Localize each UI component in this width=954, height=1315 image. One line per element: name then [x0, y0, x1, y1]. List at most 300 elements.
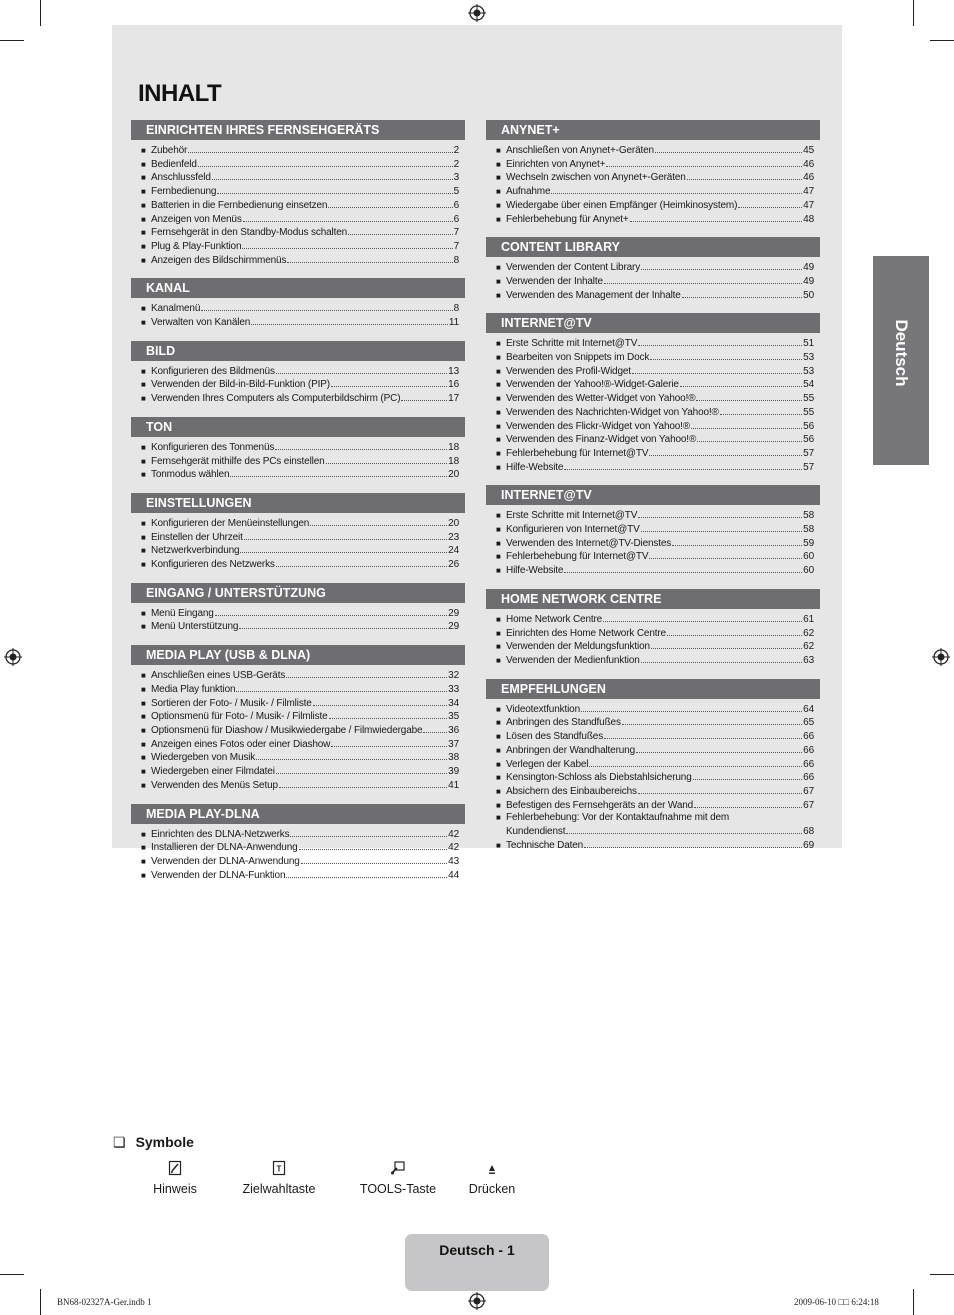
toc-item: [496, 654, 814, 668]
item-title: Wiedergeben einer Filmdatei: [151, 766, 275, 778]
toc-item: [496, 199, 814, 213]
toc-section: [131, 804, 465, 887]
section-heading: EINSTELLUNGEN: [131, 493, 465, 513]
dot-leader: [738, 199, 802, 208]
dot-leader: [188, 144, 452, 153]
item-page-number: 20: [448, 517, 459, 529]
item-title: Verwenden des Wetter-Widget von Yahoo!®: [506, 393, 696, 405]
print-slug-date: 2009-06-10 □□ 6:24:18: [794, 1297, 879, 1307]
item-page-number: 62: [803, 641, 814, 653]
item-title: Wiedergeben von Musik: [151, 752, 256, 764]
toc-item: [141, 607, 459, 621]
toc-item: [496, 812, 814, 825]
toc-item: [141, 226, 459, 240]
dot-leader: [564, 564, 802, 573]
bullet-square-icon: ■: [141, 304, 146, 314]
print-slug-file: BN68-02327A-Ger.indb 1: [57, 1297, 152, 1307]
bullet-square-icon: ■: [141, 698, 146, 708]
dot-leader: [244, 531, 447, 540]
registration-mark-icon: [932, 648, 950, 666]
item-title: Hilfe-Website: [506, 461, 564, 473]
toc-section: [486, 485, 820, 582]
registration-mark-icon: [4, 648, 22, 666]
item-page-number: 69: [803, 839, 814, 851]
section-heading: CONTENT LIBRARY: [486, 237, 820, 257]
toc-section: [131, 417, 465, 486]
bullet-square-icon: ■: [496, 394, 501, 404]
item-title: Verwenden des Menüs Setup: [151, 779, 278, 791]
bullet-square-icon: ■: [496, 187, 501, 197]
bullet-square-icon: ■: [141, 159, 146, 169]
item-page-number: 55: [803, 393, 814, 405]
item-page-number: 55: [803, 406, 814, 418]
toc-item: [141, 828, 459, 842]
toc-item: [496, 447, 814, 461]
toc-item: [496, 185, 814, 199]
item-title: Konfigurieren des Bildmenüs: [151, 365, 275, 377]
bullet-square-icon: ■: [141, 560, 146, 570]
item-page-number: 58: [803, 510, 814, 522]
symbol-note: Hinweis: [142, 1160, 208, 1196]
toc-item: [141, 751, 459, 765]
symbol-tools: TOOLS-Taste: [354, 1160, 442, 1196]
registration-mark-icon: [468, 1292, 486, 1310]
item-page-number: 66: [803, 731, 814, 743]
bullet-square-icon: ■: [496, 628, 501, 638]
symbol-one-touch: T Zielwahltaste: [236, 1160, 322, 1196]
toc-item: [141, 171, 459, 185]
item-page-number: 26: [448, 559, 459, 571]
item-page-number: 67: [803, 799, 814, 811]
dot-leader: [331, 738, 447, 747]
dot-leader: [606, 158, 802, 167]
item-page-number: 63: [803, 654, 814, 666]
toc-item: [496, 378, 814, 392]
item-title: Verwenden der Medienfunktion: [506, 654, 640, 666]
item-page-number: 67: [803, 785, 814, 797]
item-page-number: 6: [453, 199, 459, 211]
item-title: Bedienfeld: [151, 158, 197, 170]
toc-item: [141, 316, 459, 330]
bullet-square-icon: ■: [496, 745, 501, 755]
item-page-number: 66: [803, 744, 814, 756]
dot-leader: [687, 171, 803, 180]
bullet-square-icon: ■: [141, 187, 146, 197]
toc-item: [496, 537, 814, 551]
item-list: [486, 699, 820, 857]
dot-leader: [286, 669, 447, 678]
toc-right-column: [486, 120, 820, 863]
dot-leader: [198, 158, 453, 167]
item-page-number: 56: [803, 420, 814, 432]
bullet-square-icon: ■: [496, 759, 501, 769]
dot-leader: [649, 550, 802, 559]
toc-item: [496, 509, 814, 523]
toc-section: [486, 237, 820, 306]
toc-item: [141, 302, 459, 316]
toc-item: [496, 613, 814, 627]
section-heading: BILD: [131, 341, 465, 361]
dot-leader: [694, 799, 802, 808]
item-title: Verwenden Ihres Computers als Computerbildschirm (PC): [151, 393, 401, 405]
toc-item: [496, 758, 814, 772]
bullet-square-icon: ■: [496, 566, 501, 576]
bullet-square-icon: ■: [496, 462, 501, 472]
item-page-number: 7: [453, 240, 459, 252]
bullet-square-icon: ■: [141, 532, 146, 542]
toc-item: [496, 744, 814, 758]
dot-leader: [641, 523, 803, 532]
dot-leader: [691, 420, 802, 429]
item-title: Verwenden der Yahoo!®-Widget-Galerie: [506, 379, 679, 391]
bullet-square-icon: ■: [141, 394, 146, 404]
item-title: Anschließen eines USB-Geräts: [151, 670, 286, 682]
item-title: Absichern des Einbaubereichs: [506, 785, 637, 797]
item-title: Einrichten des Home Network Centre: [506, 627, 666, 639]
item-title: Konfigurieren des Netzwerks: [151, 559, 275, 571]
bullet-square-icon: ■: [496, 773, 501, 783]
item-page-number: 8: [453, 254, 459, 266]
bullet-square-icon: ■: [141, 767, 146, 777]
registration-mark-icon: [468, 4, 486, 22]
bullet-square-icon: ■: [141, 470, 146, 480]
dot-leader: [672, 537, 802, 546]
toc-item: [141, 558, 459, 572]
dot-leader: [680, 378, 802, 387]
page-number: Deutsch - 1: [439, 1242, 515, 1258]
toc-item: [496, 158, 814, 172]
dot-leader: [230, 468, 447, 477]
item-list: [131, 665, 465, 796]
dot-leader: [655, 144, 802, 153]
toc-section: [131, 120, 465, 271]
item-page-number: 57: [803, 461, 814, 473]
dot-leader: [331, 378, 447, 387]
bullet-square-icon: ■: [496, 552, 501, 562]
press-icon: [484, 1160, 500, 1176]
item-page-number: 60: [803, 551, 814, 563]
item-list: [131, 140, 465, 271]
item-page-number: 51: [803, 338, 814, 350]
item-list: [486, 505, 820, 582]
bullet-square-icon: ■: [496, 655, 501, 665]
symbols-heading-text: Symbole: [135, 1134, 194, 1150]
item-page-number: 42: [448, 842, 459, 854]
language-side-label: Deutsch: [892, 319, 911, 387]
item-page-number: 32: [448, 670, 459, 682]
toc-item: [496, 275, 814, 289]
section-heading: INTERNET@TV: [486, 485, 820, 505]
dot-leader: [251, 316, 448, 325]
item-title: Einrichten des DLNA-Netzwerks: [151, 828, 290, 840]
crop-mark: [913, 1289, 914, 1315]
item-title: Verwenden der Inhalte: [506, 275, 603, 287]
toc-item: [141, 254, 459, 268]
toc-section: [486, 120, 820, 230]
item-list: [131, 513, 465, 576]
toc-item: [141, 697, 459, 711]
toc-item: [141, 185, 459, 199]
item-page-number: 17: [448, 393, 459, 405]
item-title: Fernsehgerät in den Standby-Modus schalten: [151, 227, 348, 239]
item-title: Verwenden des Flickr-Widget von Yahoo!®: [506, 420, 691, 432]
item-page-number: 64: [803, 703, 814, 715]
bullet-square-icon: ■: [496, 786, 501, 796]
bullet-square-icon: ■: [141, 146, 146, 155]
item-title: Tonmodus wählen: [151, 469, 230, 481]
item-title: Konfigurieren von Internet@TV: [506, 524, 640, 536]
item-title: Bearbeiten von Snippets im Dock: [506, 352, 650, 364]
dot-leader: [566, 825, 802, 834]
dot-leader: [682, 289, 802, 298]
toc-item: [496, 392, 814, 406]
item-list: [131, 437, 465, 486]
dot-leader: [239, 620, 447, 629]
dot-leader: [243, 213, 453, 222]
dot-leader: [287, 254, 452, 263]
bullet-square-icon: ■: [496, 642, 501, 652]
item-title: Batterien in die Fernbedienung einsetzen: [151, 199, 328, 211]
dot-leader: [603, 613, 802, 622]
item-page-number: 18: [448, 455, 459, 467]
dot-leader: [328, 199, 452, 208]
bullet-square-icon: ■: [141, 380, 146, 390]
crop-mark: [0, 40, 24, 41]
toc-item-continuation: [496, 825, 814, 839]
bullet-square-icon: ■: [496, 380, 501, 390]
section-heading: EMPFEHLUNGEN: [486, 679, 820, 699]
toc-item: [141, 365, 459, 379]
dot-leader: [236, 683, 447, 692]
toc-item: [141, 392, 459, 406]
item-page-number: 68: [803, 826, 814, 838]
dot-leader: [276, 765, 447, 774]
item-title: Konfigurieren des Tonmenüs: [151, 441, 275, 453]
item-page-number: 61: [803, 613, 814, 625]
item-page-number: 39: [448, 766, 459, 778]
toc-section: [131, 645, 465, 796]
item-page-number: 6: [453, 213, 459, 225]
dot-leader: [242, 240, 452, 249]
page-title: INHALT: [138, 80, 222, 107]
item-title: Verwenden der DLNA-Funktion: [151, 869, 286, 881]
dot-leader: [275, 441, 447, 450]
item-page-number: 37: [448, 738, 459, 750]
svg-text:T: T: [276, 1164, 282, 1174]
dot-leader: [720, 406, 802, 415]
item-title: Hilfe-Website: [506, 565, 564, 577]
toc-item: [496, 365, 814, 379]
bullet-square-icon: ■: [496, 704, 501, 714]
item-page-number: 29: [448, 621, 459, 633]
dot-leader: [581, 703, 802, 712]
item-page-number: 65: [803, 717, 814, 729]
item-page-number: 16: [448, 379, 459, 391]
dot-leader: [667, 627, 802, 636]
item-title: Einrichten von Anynet+: [506, 158, 606, 170]
item-list: [131, 603, 465, 638]
dot-leader: [329, 710, 448, 719]
bullet-square-icon: ■: [496, 159, 501, 169]
bullet-square-icon: ■: [496, 732, 501, 742]
item-title: Anzeigen von Menüs: [151, 213, 242, 225]
toc-item: [496, 640, 814, 654]
dot-leader: [310, 517, 447, 526]
toc-item: [141, 724, 459, 738]
item-title: Lösen des Standfußes: [506, 731, 604, 743]
toc-item: [141, 620, 459, 634]
item-page-number: 3: [453, 172, 459, 184]
bullet-square-icon: ■: [496, 813, 501, 823]
note-icon: [167, 1160, 183, 1176]
item-title: Fehlerbehebung: Vor der Kontaktaufnahme mit dem: [506, 812, 730, 824]
dot-leader: [638, 509, 802, 518]
dot-leader: [290, 828, 447, 837]
toc-item: [141, 869, 459, 883]
section-heading: EINGANG / UNTERSTÜTZUNG: [131, 583, 465, 603]
toc-item: [141, 455, 459, 469]
item-title: Home Network Centre: [506, 613, 603, 625]
bullet-square-icon: ■: [496, 290, 501, 300]
item-title: Anzeigen des Bildschirmmenüs: [151, 254, 287, 266]
crop-mark: [930, 1274, 954, 1275]
item-page-number: 2: [453, 158, 459, 170]
item-list: [486, 257, 820, 306]
toc-section: [486, 313, 820, 478]
item-page-number: 2: [453, 145, 459, 156]
item-title: Media Play funktion: [151, 683, 236, 695]
bullet-square-icon: ■: [496, 263, 501, 273]
toc-item: [141, 158, 459, 172]
toc-item: [141, 240, 459, 254]
bullet-square-icon: ■: [141, 739, 146, 749]
dot-leader: [401, 392, 447, 401]
item-title: Konfigurieren der Menüeinstellungen: [151, 517, 310, 529]
item-title: Erste Schritte mit Internet@TV: [506, 510, 638, 522]
toc-item: [141, 199, 459, 213]
dot-leader: [551, 185, 802, 194]
toc-item: [141, 669, 459, 683]
toc-item: [496, 337, 814, 351]
dot-leader: [622, 716, 802, 725]
bullet-square-icon: ■: [496, 800, 501, 810]
bullet-square-icon: ■: [141, 608, 146, 618]
toc-item: [496, 144, 814, 158]
item-title: Fernsehgerät mithilfe des PCs einstellen: [151, 455, 325, 467]
item-page-number: 38: [448, 752, 459, 764]
item-page-number: 66: [803, 772, 814, 784]
bullet-square-icon: ■: [141, 366, 146, 376]
crop-mark: [0, 1274, 24, 1275]
toc-item: [496, 771, 814, 785]
toc-item: [496, 351, 814, 365]
item-page-number: 57: [803, 447, 814, 459]
toc-item: [496, 213, 814, 227]
one-touch-icon: [271, 1160, 287, 1176]
item-page-number: 46: [803, 158, 814, 170]
item-page-number: 59: [803, 537, 814, 549]
item-title: Verwalten von Kanälen: [151, 317, 251, 329]
item-list: [131, 824, 465, 887]
item-title: Verwenden des Profil-Widget: [506, 365, 631, 377]
item-page-number: 54: [803, 379, 814, 391]
dot-leader: [650, 351, 802, 360]
bullet-square-icon: ■: [496, 366, 501, 376]
item-page-number: 50: [803, 289, 814, 301]
item-title: Verwenden der Meldungsfunktion: [506, 641, 650, 653]
dot-leader: [276, 558, 447, 567]
item-list: [131, 298, 465, 333]
dot-leader: [604, 730, 802, 739]
item-title: Verwenden des Finanz-Widget von Yahoo!®: [506, 434, 697, 446]
toc-item: [496, 261, 814, 275]
dot-leader: [632, 365, 802, 374]
item-page-number: 43: [448, 855, 459, 867]
item-page-number: 41: [448, 779, 459, 791]
bullet-square-icon: ■: [141, 856, 146, 866]
bullet-square-icon: ■: [141, 622, 146, 632]
dot-leader: [215, 607, 447, 616]
bullet-square-icon: ■: [141, 442, 146, 452]
toc-item: [496, 839, 814, 853]
item-title: Anbringen des Standfußes: [506, 717, 621, 729]
bullet-square-icon: ■: [141, 318, 146, 328]
bullet-square-icon: ■: [496, 146, 501, 155]
symbols-heading: [113, 1134, 194, 1151]
item-list: [486, 609, 820, 672]
item-page-number: 29: [448, 607, 459, 619]
dot-leader: [697, 433, 802, 442]
toc-item: [496, 406, 814, 420]
item-title: Befestigen des Fernsehgeräts an der Wand: [506, 799, 694, 811]
item-title: Verwenden der DLNA-Anwendung: [151, 855, 300, 867]
item-title: Fernbedienung: [151, 186, 217, 198]
section-heading: MEDIA PLAY-DLNA: [131, 804, 465, 824]
section-heading: HOME NETWORK CENTRE: [486, 589, 820, 609]
toc-item: [141, 531, 459, 545]
dot-leader: [638, 785, 802, 794]
toc-item: [141, 378, 459, 392]
item-page-number: 42: [448, 828, 459, 840]
bullet-square-icon: ■: [496, 200, 501, 210]
toc-item: [496, 420, 814, 434]
section-heading: KANAL: [131, 278, 465, 298]
item-title: Optionsmenü für Diashow / Musikwiedergabe / Filmwiedergabe: [151, 724, 423, 736]
item-title: Verwenden des Management der Inhalte: [506, 289, 681, 301]
toc-item: [141, 213, 459, 227]
item-title: Zubehör: [151, 145, 188, 156]
item-page-number: 8: [453, 303, 459, 315]
toc-item: [496, 627, 814, 641]
item-page-number: 45: [803, 145, 814, 156]
item-title: Fehlerbehebung für Internet@TV: [506, 551, 649, 563]
toc-item: [141, 855, 459, 869]
item-page-number: 18: [448, 441, 459, 453]
checkbox-square-icon: ❏: [113, 1134, 126, 1150]
dot-leader: [649, 447, 802, 456]
tools-icon: [390, 1160, 406, 1176]
toc-item: [496, 564, 814, 578]
bullet-square-icon: ■: [141, 518, 146, 528]
item-title: Einstellen der Uhrzeit: [151, 531, 243, 543]
bullet-square-icon: ■: [496, 421, 501, 431]
toc-item: [141, 765, 459, 779]
item-title: Netzwerkverbindung: [151, 545, 240, 557]
item-list: [131, 361, 465, 410]
toc-item: [141, 683, 459, 697]
dot-leader: [286, 869, 447, 878]
dot-leader: [212, 171, 453, 180]
